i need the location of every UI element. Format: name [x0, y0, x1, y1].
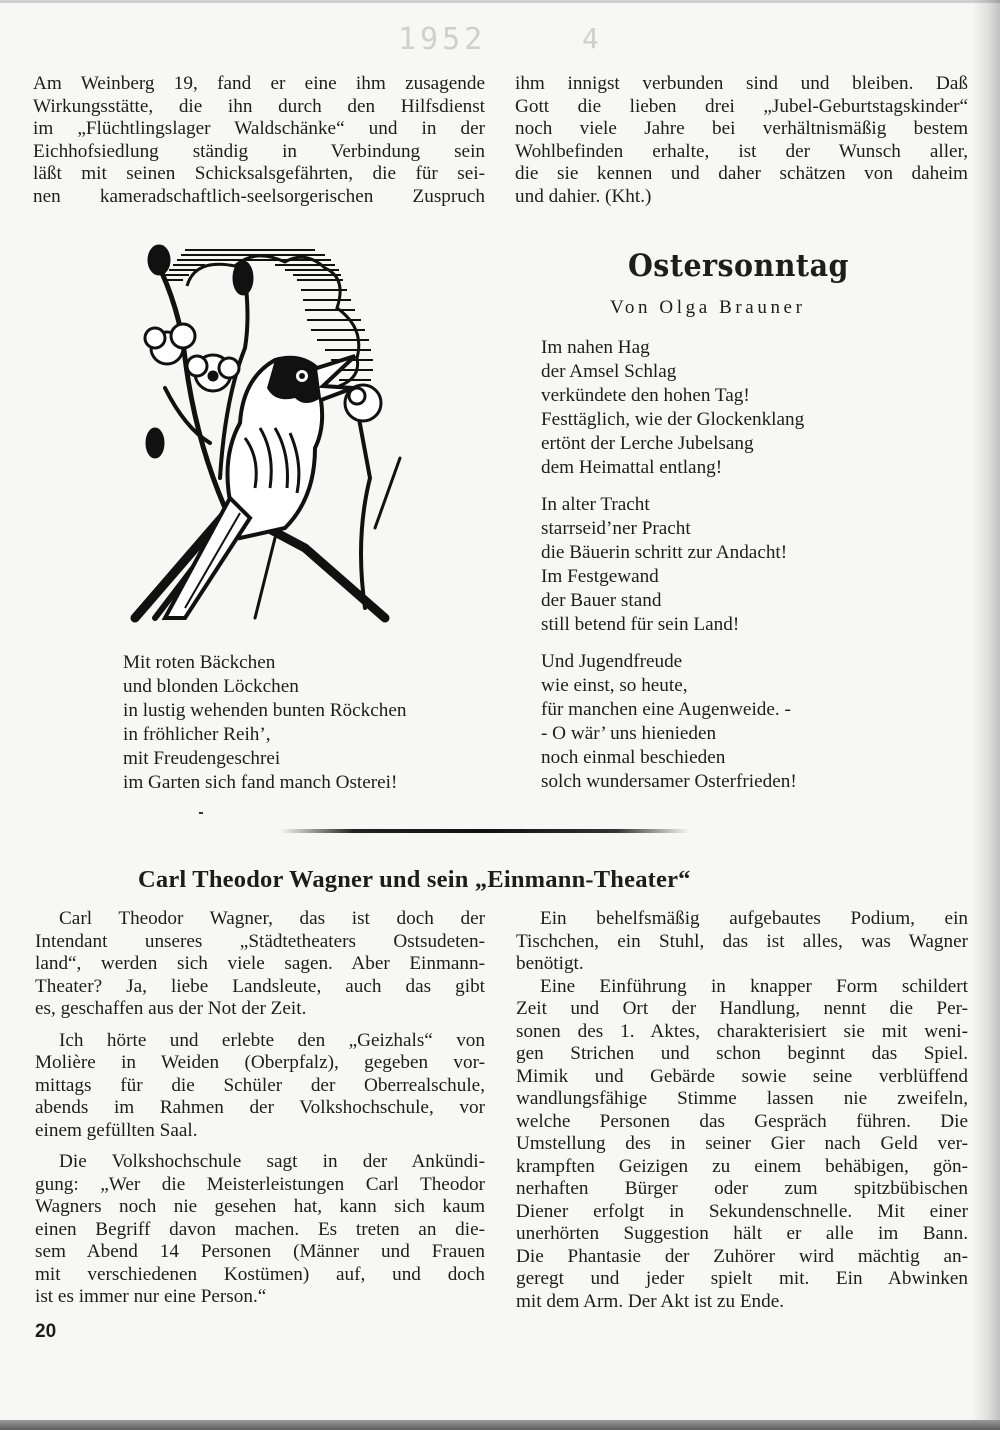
poem-line: die Bäuerin schritt zur Andacht! — [541, 542, 788, 563]
text-line: ist es immer nur eine Person.“ — [35, 1286, 267, 1307]
poem-line: in lustig wehenden bunten Röckchen — [123, 700, 407, 721]
continuation-left-column — [33, 73, 485, 208]
text-line: Tischchen, ein Stuhl, das ist alles, was Wagner — [516, 930, 968, 952]
bird-woodcut-illustration — [125, 238, 415, 628]
text-line: Wirkungsstätte, die ihn durch den Hilfsdienst — [33, 95, 485, 117]
text-line: einem gefüllten Saal. — [35, 1119, 198, 1141]
text-line: benötigt. — [516, 953, 584, 974]
text-line: nerhaften Bürger oder zum spitzbübischen — [516, 1178, 968, 1199]
faded-stamp-year: 1952 — [398, 22, 487, 57]
poem-line: Mit roten Bäckchen — [123, 652, 276, 673]
text-line: land“, werden sich viele sagen. Aber Einmann- — [35, 953, 485, 974]
text-line: Umstellung des in seiner Gier nach Geld ver- — [516, 1133, 968, 1154]
page-number: 20 — [35, 1321, 57, 1342]
text-line: sem Abend 14 Personen (Männer und Frauen — [35, 1241, 485, 1262]
text-line: Gott die lieben drei „Jubel-Geburtstagskinder“ — [515, 95, 968, 117]
poem-line: solch wundersamer Osterfrieden! — [541, 771, 797, 792]
text-line: gung: „Wer die Meisterleistungen Carl Theodor — [35, 1173, 485, 1195]
text-line: die sie kennen und daher schätzen von daheim — [515, 163, 968, 184]
poem-stanza — [541, 650, 797, 794]
text-line: Molière in Weiden (Oberpfalz), gegeben vor- — [35, 1052, 485, 1073]
text-line: Eine Einführung in knapper Form schildert — [540, 975, 968, 997]
text-line: Carl Theodor Wagner, das ist doch der — [59, 908, 485, 929]
page-top-edge — [0, 0, 1000, 3]
poem-line: und blonden Löckchen — [123, 676, 299, 697]
poem-stanza — [123, 651, 406, 795]
section-divider — [280, 829, 690, 833]
faded-stamp-number: 4 — [582, 22, 599, 55]
text-line: Die Phantasie der Zuhörer wird mächtig an- — [516, 1245, 968, 1267]
poem-line: mit Freudengeschrei — [123, 748, 281, 769]
text-line: Intendant unseres „Städtetheaters Ostsudeten- — [35, 930, 485, 952]
text-line: und dahier. (Kht.) — [515, 185, 652, 207]
text-line: Am Weinberg 19, fand er eine ihm zusagende — [33, 73, 485, 94]
page-gutter-shadow — [972, 0, 1000, 1430]
text-line: Theater? Ja, liebe Landsleute, auch das gibt — [35, 975, 485, 997]
text-line: gen Strichen und schon beginnt das Spiel. — [516, 1043, 968, 1064]
poem-line: der Amsel Schlag — [541, 361, 677, 382]
poem-line: für manchen eine Augenweide. - — [541, 699, 791, 720]
poem-line: im Garten sich fand manch Osterei! — [123, 772, 398, 793]
poem-line: still betend für sein Land! — [541, 614, 740, 635]
article-left-column — [35, 908, 485, 1309]
poem-author: Von Olga Brauner — [610, 297, 806, 318]
text-line: Zeit und Ort der Handlung, nennt die Per- — [516, 998, 968, 1019]
text-line: geregt und jeder spielt mit. Ein Abwinken — [516, 1268, 968, 1289]
text-line: nen kameradschaftlich-seelsorgerischen Zuspruch — [33, 185, 485, 207]
text-line: abends im Rahmen der Volkshochschule, vor — [35, 1097, 485, 1118]
article-paragraph — [35, 1030, 485, 1143]
poem-line: der Bauer stand — [541, 590, 662, 611]
poem-line: Festtäglich, wie der Glockenklang — [541, 409, 805, 430]
poem-line: - O wär’ uns hienieden — [541, 723, 717, 744]
article-paragraph — [35, 1151, 485, 1309]
continuation-right-column — [515, 73, 968, 208]
text-line: noch viele Jahre bei verhältnismäßig bestem — [515, 118, 968, 139]
text-line: Die Volkshochschule sagt in der Ankündi- — [59, 1151, 485, 1172]
text-line: im „Flüchtlingslager Waldschänke“ und in der — [33, 118, 485, 139]
poem-title: Ostersonntag — [628, 248, 849, 284]
text-line: unerhörten Suggestion hält er alle im Bann. — [516, 1223, 968, 1244]
text-line: läßt mit seinen Schicksalsgefährten, die für sei- — [33, 163, 485, 184]
poem-line: dem Heimattal entlang! — [541, 457, 723, 478]
article-paragraph — [516, 908, 968, 976]
stray-mark — [199, 812, 203, 814]
poem-line: ertönt der Lerche Jubelsang — [541, 433, 754, 454]
text-line: mit verschiedenen Kostümen) auf, und doch — [35, 1263, 485, 1285]
text-line: krampften Geizigen zu einem behäbigen, gön- — [516, 1155, 968, 1177]
article-paragraph — [516, 976, 968, 1314]
text-line: welche Personen das Gespräch führen. Die — [516, 1110, 968, 1132]
text-line: Wohlbefinden erhalte, ist der Wunsch aller, — [515, 140, 968, 162]
text-line: Diener erfolgt in Sekundenschnelle. Mit einer — [516, 1200, 968, 1222]
article-title: Carl Theodor Wagner und sein „Einmann-Theater“ — [138, 866, 691, 893]
poem-line: verkündete den hohen Tag! — [541, 385, 750, 406]
poem-line: In alter Tracht — [541, 494, 650, 515]
text-line: Wagners noch nie gesehen hat, kann sich kaum — [35, 1196, 485, 1217]
text-line: es, geschaffen aus der Not der Zeit. — [35, 998, 307, 1019]
text-line: sonen des 1. Aktes, charakterisiert sie mit weni- — [516, 1020, 968, 1042]
poem-line: Im nahen Hag — [541, 337, 650, 358]
text-line: einen Begriff davon machen. Es treten an die- — [35, 1218, 485, 1240]
text-line: Mimik und Gebärde sowie seine verblüffend — [516, 1065, 968, 1087]
poem-stanza — [541, 336, 804, 480]
poem-line: noch einmal beschieden — [541, 747, 726, 768]
page-bottom-edge — [0, 1420, 1000, 1430]
poem-line: starrseid’ner Pracht — [541, 518, 691, 539]
article-paragraph — [35, 908, 485, 1021]
text-line: mit dem Arm. Der Akt ist zu Ende. — [516, 1290, 785, 1312]
text-line: Eichhofsiedlung ständig in Verbindung sein — [33, 140, 485, 162]
text-line: ihm innigst verbunden sind und bleiben. Daß — [515, 73, 968, 94]
poem-line: Im Festgewand — [541, 566, 659, 587]
text-line: wandlungsfähige Stimme lassen nie zweifeln, — [516, 1088, 968, 1109]
poem-line: wie einst, so heute, — [541, 675, 688, 696]
bird — [165, 356, 355, 618]
text-line: Ich hörte und erlebte den „Geizhals“ von — [59, 1029, 485, 1051]
poem-line: Und Jugendfreude — [541, 651, 683, 672]
text-line: mittags für die Schüler der Oberrealschule, — [35, 1074, 485, 1096]
text-line: Ein behelfsmäßig aufgebautes Podium, ein — [540, 908, 968, 929]
poem-stanza — [541, 493, 787, 637]
poem-line: in fröhlicher Reih’, — [123, 724, 271, 745]
article-right-column — [516, 908, 968, 1313]
